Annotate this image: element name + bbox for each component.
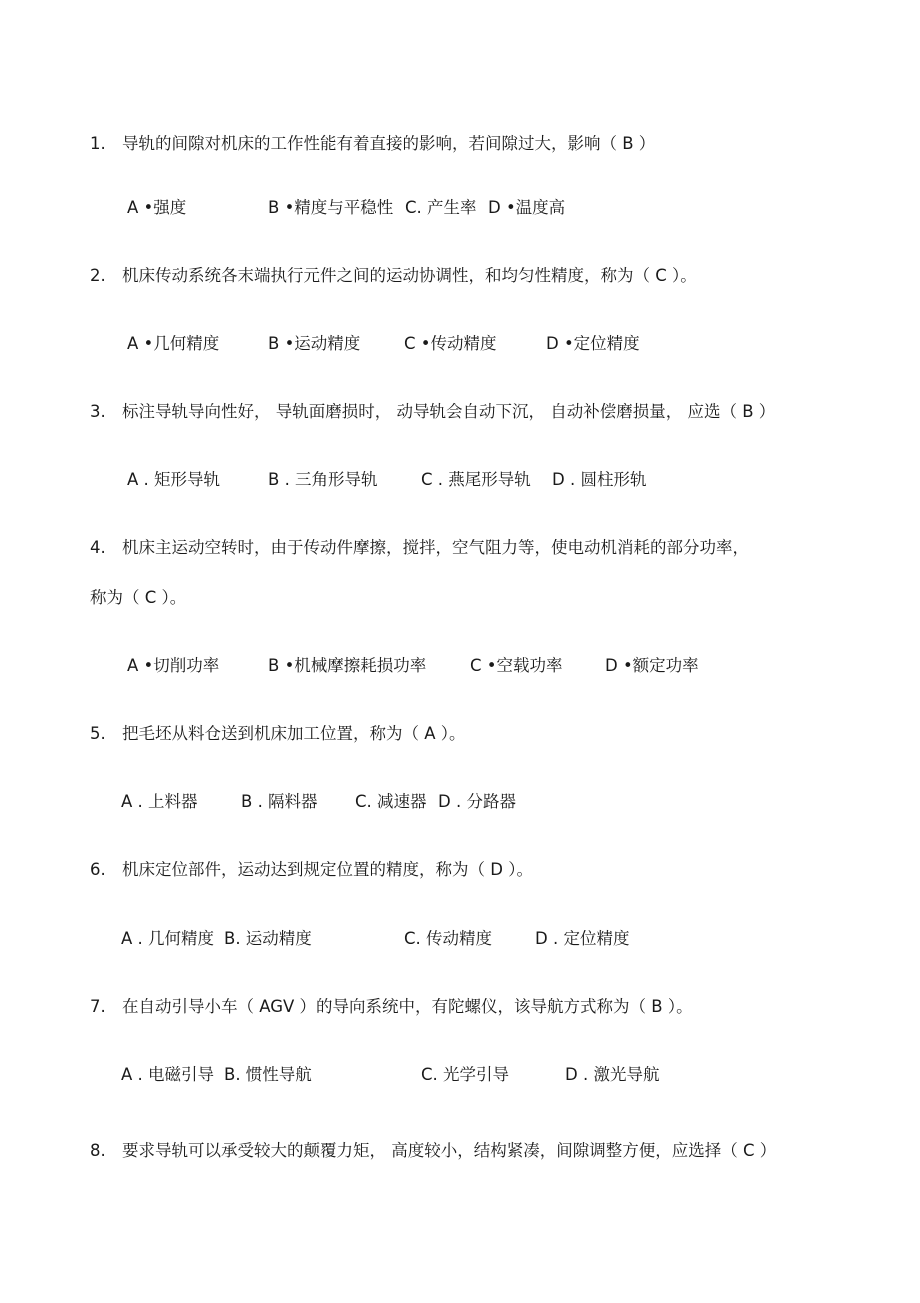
option-b: B •精度与平稳性	[268, 198, 394, 217]
question-text: 要求导轨可以承受较大的颠覆力矩， 高度较小，结构紧凑，间隙调整方便，应选择（ C ）	[122, 1141, 777, 1160]
question-text: 机床定位部件，运动达到规定位置的精度，称为（ D ）。	[122, 860, 533, 879]
option-d: D •额定功率	[605, 656, 699, 675]
question-number: 5.	[90, 724, 106, 743]
question-text: 机床传动系统各末端执行元件之间的运动协调性，和均匀性精度，称为（ C ）。	[122, 266, 697, 285]
question-number: 4.	[90, 538, 106, 557]
option-d: D . 激光导航	[565, 1065, 660, 1084]
question-text: 机床主运动空转时，由于传动件摩擦，搅拌，空气阻力等，使电动机消耗的部分功率，	[122, 538, 749, 557]
option-b: B . 三角形导轨	[268, 470, 378, 489]
option-a: A . 矩形导轨	[127, 470, 221, 489]
option-a: A . 上料器	[121, 792, 198, 811]
option-a: A •切削功率	[127, 656, 220, 675]
option-c: C. 减速器	[355, 792, 427, 811]
question-number: 8.	[90, 1141, 106, 1160]
option-b: B •运动精度	[268, 334, 361, 353]
option-c: C. 光学引导	[421, 1065, 510, 1084]
question-text: 在自动引导小车（ AGV ）的导向系统中，有陀螺仪，该导航方式称为（ B ）。	[122, 997, 693, 1016]
option-a: A •强度	[127, 198, 187, 217]
question-text: 标注导轨导向性好， 导轨面磨损时， 动导轨会自动下沉， 自动补偿磨损量， 应选（ B ）	[122, 402, 776, 421]
option-a: A . 电磁引导	[121, 1065, 215, 1084]
option-c: C •空载功率	[470, 656, 563, 675]
option-b: B. 运动精度	[224, 929, 312, 948]
option-a: A •几何精度	[127, 334, 220, 353]
option-d: D . 圆柱形轨	[552, 470, 647, 489]
option-d: D •温度高	[488, 198, 566, 217]
option-d: D . 分路器	[438, 792, 516, 811]
option-a: A . 几何精度	[121, 929, 215, 948]
option-c: C •传动精度	[404, 334, 497, 353]
option-d: D . 定位精度	[535, 929, 630, 948]
question-number: 7.	[90, 997, 106, 1016]
question-text: 导轨的间隙对机床的工作性能有着直接的影响，若间隙过大，影响（ B ）	[122, 134, 656, 153]
question-number: 6.	[90, 860, 106, 879]
option-c: C. 传动精度	[404, 929, 493, 948]
question-number: 1.	[90, 134, 106, 153]
option-b: B . 隔料器	[241, 792, 318, 811]
option-c: C . 燕尾形导轨	[421, 470, 531, 489]
option-c: C. 产生率	[405, 198, 477, 217]
question-number: 3.	[90, 402, 106, 421]
option-b: B •机械摩擦耗损功率	[268, 656, 427, 675]
question-text: 把毛坯从料仓送到机床加工位置，称为（ A ）。	[122, 724, 466, 743]
option-b: B. 惯性导航	[224, 1065, 312, 1084]
option-d: D •定位精度	[546, 334, 640, 353]
question-number: 2.	[90, 266, 106, 285]
question-text-continued: 称为（ C ）。	[90, 588, 187, 607]
